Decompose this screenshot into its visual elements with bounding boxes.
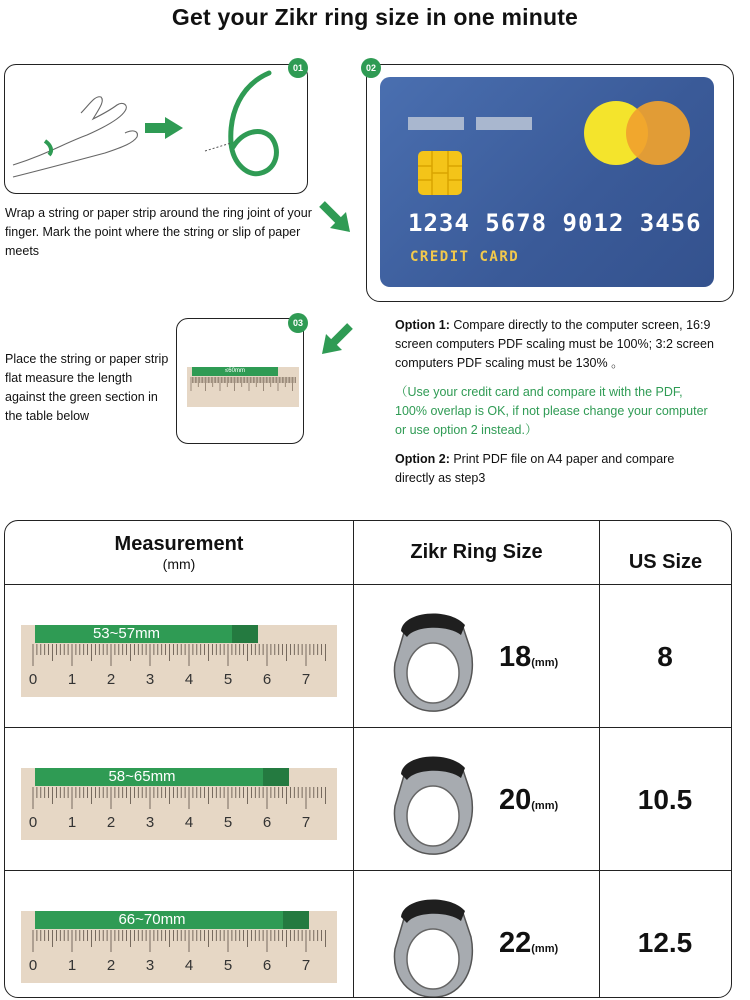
- measurement-strip: [35, 625, 258, 643]
- measurement-strip: [35, 911, 309, 929]
- ruler: [21, 768, 337, 840]
- ruler-number: 1: [67, 957, 77, 974]
- step1-box: [4, 64, 308, 194]
- ruler-number: 2: [106, 814, 116, 831]
- ring-size-value: 18: [499, 641, 532, 673]
- header-measurement-label: Measurement: [114, 533, 244, 555]
- ruler-number: 2: [106, 671, 116, 688]
- ring-size-unit: (mm): [531, 943, 559, 955]
- mini-green-strip: ≤60mm: [192, 367, 278, 376]
- step2-badge: 02: [361, 58, 381, 78]
- step1-text: Wrap a string or paper strip around the ring joint of your finger. Mark the point where the string or slip of paper meets: [5, 206, 312, 258]
- ruler: [21, 911, 337, 983]
- ring-size-value: 22: [499, 927, 532, 959]
- size-table: [4, 520, 732, 998]
- ring-size-value: 20: [499, 784, 532, 816]
- ruler-number: 6: [262, 957, 272, 974]
- ruler-number: 4: [184, 671, 194, 688]
- us-size: 8: [657, 641, 673, 672]
- measurement-range: 66~70mm: [118, 911, 186, 928]
- chip-icon: [418, 151, 462, 195]
- header-measurement-unit: (mm): [162, 556, 196, 572]
- us-size: 10.5: [637, 784, 693, 815]
- ring-size: [499, 641, 558, 674]
- option1: [395, 316, 715, 373]
- ruler-number: 4: [184, 957, 194, 974]
- ruler-number: 0: [28, 814, 38, 831]
- ruler-number: 4: [184, 814, 194, 831]
- ruler-number: 7: [301, 671, 311, 688]
- ruler-number: 0: [28, 957, 38, 974]
- ruler-number: 1: [67, 814, 77, 831]
- option2-text: Print PDF file on A4 paper and compare directly as step3: [395, 452, 675, 485]
- option2: [395, 450, 715, 488]
- step2-box: [366, 64, 734, 302]
- measurement-strip: [35, 768, 289, 786]
- ring-size-unit: (mm): [531, 657, 559, 669]
- ruler-number: 2: [106, 957, 116, 974]
- ring-size: [499, 927, 558, 960]
- option-note: （Use your credit card and compare it with the PDF, 100% overlap is OK, if not please change your computer or use option 2 instead.）: [395, 385, 708, 437]
- ruler-number: 7: [301, 814, 311, 831]
- header-us-size: US Size: [628, 551, 703, 573]
- option2-label: Option 2:: [395, 452, 450, 466]
- ruler-number: 6: [262, 814, 272, 831]
- step1-badge: 01: [288, 58, 308, 78]
- ruler-number: 3: [145, 957, 155, 974]
- ring-size-unit: (mm): [531, 800, 559, 812]
- header-ring-size: Zikr Ring Size: [410, 541, 543, 563]
- measurement-range: 53~57mm: [92, 625, 161, 642]
- arrow-down-left-icon: [320, 322, 354, 361]
- ruler-number: 3: [145, 671, 155, 688]
- arrow-icon: [145, 117, 183, 144]
- step3-text: Place the string or paper strip flat measure the length against the green section in the table below: [5, 352, 169, 423]
- mastercard-logo: [584, 101, 694, 165]
- step3-box: [176, 318, 304, 444]
- option1-label: Option 1:: [395, 318, 450, 332]
- ruler-number: 7: [301, 957, 311, 974]
- ruler-number: 6: [262, 671, 272, 688]
- card-number: 1234 5678 9012 3456: [408, 209, 702, 237]
- card-stripe: [408, 117, 464, 130]
- ring-image: [385, 744, 485, 860]
- arrow-down-right-icon: [318, 200, 354, 239]
- card-stripe: [476, 117, 532, 130]
- ruler-number: 0: [28, 671, 38, 688]
- ruler-number: 3: [145, 814, 155, 831]
- step3-badge: 03: [288, 313, 308, 333]
- ruler-number: 5: [223, 957, 233, 974]
- ruler-number: 5: [223, 671, 233, 688]
- page-title: Get your Zikr ring size in one minute: [171, 4, 579, 30]
- ring-image: [385, 887, 485, 998]
- header-measurement: [5, 521, 353, 584]
- ruler-number: 1: [67, 671, 77, 688]
- mini-ruler: [187, 367, 299, 407]
- ruler: [21, 625, 337, 697]
- option1-text: Compare directly to the computer screen, 16:9 screen computers PDF scaling must be 100%; 3:2 screen computers PDF scaling must be 130% 。: [395, 318, 714, 370]
- card-label: CREDIT CARD: [410, 249, 520, 265]
- ring-size: [499, 784, 558, 817]
- credit-card: [380, 77, 714, 287]
- string-loop-illustration: [201, 65, 291, 193]
- ring-image: [385, 601, 485, 717]
- measurement-range: 58~65mm: [108, 768, 176, 785]
- us-size: 12.5: [637, 927, 693, 958]
- ruler-number: 5: [223, 814, 233, 831]
